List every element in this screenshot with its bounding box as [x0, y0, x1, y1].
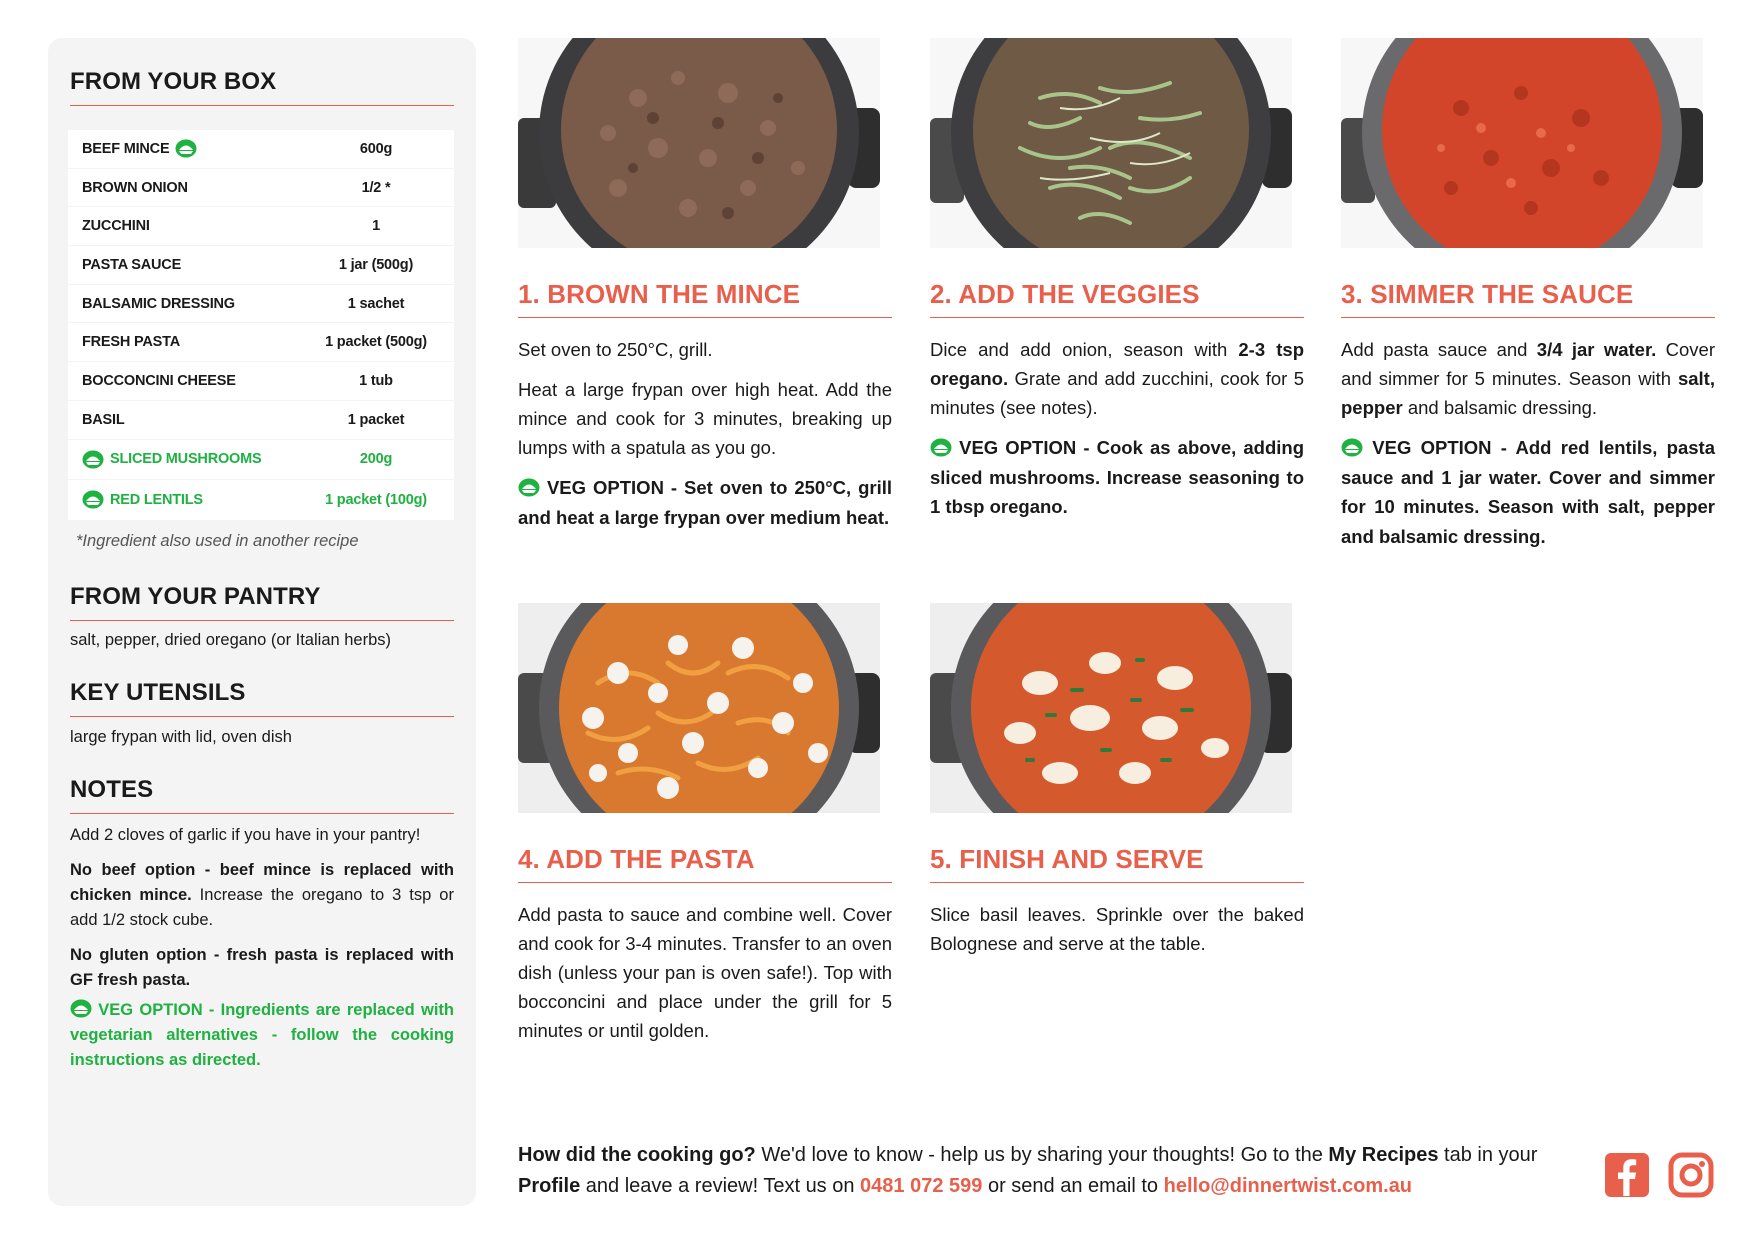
ingredient-qty: 1 packet (500g): [325, 334, 427, 351]
step-1-title: 1. BROWN THE MINCE: [518, 279, 892, 318]
feedback-text: or send an email to: [982, 1175, 1164, 1197]
ingredient-name: BASIL: [82, 411, 125, 428]
step-4-text: Add pasta to sauce and combine well. Cover and cook for 3-4 minutes. Transfer to an oven dish (unless your pan is oven safe!). Top with bocconcini and place under the grill for 5 minutes or until golden.: [518, 904, 892, 1041]
email-link[interactable]: hello@dinnertwist.com.au: [1163, 1175, 1413, 1197]
ingredient-qty: 1 tub: [359, 372, 393, 389]
veg-leaf-icon: [518, 478, 540, 497]
notes-veg-text: VEG OPTION - Ingredients are replaced with vegetarian alternatives - follow the cooking instructions as directed.: [70, 1001, 454, 1069]
ingredient-row: [68, 130, 454, 169]
step-3-text-bold-2: salt, pepper: [1341, 368, 1715, 418]
veg-leaf-icon: [175, 139, 197, 158]
ingredient-row: [68, 169, 454, 208]
notes-veg: [70, 998, 454, 1073]
step-2-veg: [930, 433, 1304, 522]
ingredient-qty: 1 jar (500g): [338, 256, 414, 273]
step-2-text-a: Dice and add onion, season with: [930, 339, 1239, 360]
step-4-title: 4. ADD THE PASTA: [518, 844, 892, 883]
step-3-text-c: Cover and simmer for 5 minutes. Season with: [1341, 339, 1715, 389]
step-2-text-c: Grate and add zucchini, cook for 5 minutes (see notes).: [930, 368, 1304, 418]
ingredient-qty: 1 sachet: [347, 295, 405, 312]
ingredients-table: [68, 130, 454, 520]
ingredient-row: [68, 362, 454, 401]
notes-no-beef: [70, 858, 454, 933]
notes-heading: NOTES: [70, 776, 454, 814]
ingredient-name: SLICED MUSHROOMS: [110, 451, 262, 467]
step-2-text: [930, 335, 1304, 422]
step-5-photo: [930, 603, 1292, 813]
notes-garlic: Add 2 cloves of garlic if you have in your pantry!: [70, 826, 421, 844]
ingredient-name: FRESH PASTA: [82, 334, 180, 351]
ingredient-qty: 1 packet (100g): [325, 491, 427, 508]
veg-leaf-icon: [82, 450, 104, 469]
ingredient-row: [68, 401, 454, 440]
step-5-title: 5. FINISH AND SERVE: [930, 844, 1304, 883]
feedback-footer: [518, 1140, 1568, 1202]
step-3-text: [1341, 335, 1715, 422]
from-your-pantry-heading: FROM YOUR PANTRY: [70, 583, 454, 621]
step-3-text-bold: 3/4 jar water.: [1536, 339, 1657, 360]
ingredient-row: [68, 246, 454, 285]
notes-no-beef-bold: No beef option - beef mince is replaced with chicken mince.: [70, 861, 454, 904]
step-1-veg: [518, 473, 892, 532]
profile-label: Profile: [518, 1175, 581, 1197]
ingredient-qty: 1/2 *: [361, 179, 391, 196]
utensils-text: large frypan with lid, oven dish: [70, 728, 292, 746]
veg-leaf-icon: [930, 438, 952, 457]
ingredient-row-veg: [68, 480, 454, 520]
ingredient-qty: 200g: [359, 451, 393, 467]
step-3-veg: [1341, 433, 1715, 551]
step-5-text: Slice basil leaves. Sprinkle over the baked Bolognese and serve at the table.: [930, 904, 1304, 954]
step-3-photo: [1341, 38, 1703, 248]
veg-leaf-icon: [1341, 438, 1363, 457]
step-3-text-e: and balsamic dressing.: [1402, 397, 1598, 418]
ingredient-qty: 600g: [359, 140, 393, 157]
instagram-icon[interactable]: [1668, 1152, 1714, 1198]
from-your-box-heading: FROM YOUR BOX: [70, 68, 454, 106]
ingredient-qty: 1 packet: [347, 411, 405, 428]
feedback-text: and leave a review! Text us on: [580, 1175, 861, 1197]
veg-leaf-icon: [82, 490, 104, 509]
key-utensils-heading: KEY UTENSILS: [70, 679, 454, 717]
ingredient-name: PASTA SAUCE: [82, 256, 182, 273]
facebook-icon[interactable]: [1604, 1152, 1650, 1198]
ingredient-qty: 1: [372, 218, 380, 235]
ingredient-row-veg: [68, 440, 454, 480]
notes-no-beef-rest: Increase the oregano to 3 tsp or add 1/2 stock cube.: [70, 886, 454, 929]
pantry-text: salt, pepper, dried oregano (or Italian herbs): [70, 631, 392, 649]
ingredient-footnote: *Ingredient also used in another recipe: [76, 532, 359, 550]
step-2-text-bold: 2-3 tsp oregano.: [930, 339, 1304, 389]
ingredient-row: [68, 323, 454, 362]
ingredient-name: BALSAMIC DRESSING: [82, 295, 235, 312]
step-3-title: 3. SIMMER THE SAUCE: [1341, 279, 1715, 318]
ingredient-row: [68, 285, 454, 324]
ingredient-name: BOCCONCINI CHEESE: [82, 372, 236, 389]
step-3-veg-text: VEG OPTION - Add red lentils, pasta sauce and 1 jar water. Cover and simmer for 10 minutes. Season with salt, pepper and balsamic dressing.: [1341, 437, 1715, 547]
step-1-text: Heat a large frypan over high heat. Add the mince and cook for 3 minutes, breaking up lumps with a spatula as you go.: [518, 379, 892, 458]
ingredient-name: BROWN ONION: [82, 179, 188, 196]
feedback-question: How did the cooking go?: [518, 1144, 756, 1166]
ingredient-name: ZUCCHINI: [82, 218, 150, 235]
feedback-text: tab in your: [1438, 1144, 1538, 1166]
ingredients-panel: [48, 38, 476, 1206]
my-recipes-label: My Recipes: [1328, 1144, 1439, 1166]
ingredient-name: RED LENTILS: [110, 491, 203, 508]
step-4-photo: [518, 603, 880, 813]
phone-link[interactable]: 0481 072 599: [860, 1175, 983, 1197]
step-2-photo: [930, 38, 1292, 248]
step-2-title: 2. ADD THE VEGGIES: [930, 279, 1304, 318]
step-3-text-a: Add pasta sauce and: [1341, 339, 1537, 360]
step-1-oven: Set oven to 250°C, grill.: [518, 339, 713, 360]
step-1-veg-text: VEG OPTION - Set oven to 250°C, grill and heat a large frypan over medium heat.: [518, 477, 892, 528]
veg-leaf-icon: [70, 999, 92, 1018]
feedback-text: We'd love to know - help us by sharing your thoughts! Go to the: [755, 1144, 1329, 1166]
step-1-photo: [518, 38, 880, 248]
ingredient-name: BEEF MINCE: [82, 140, 170, 157]
ingredient-row: [68, 207, 454, 246]
step-2-veg-text: VEG OPTION - Cook as above, adding sliced mushrooms. Increase seasoning to 1 tbsp oregano.: [930, 437, 1305, 517]
notes-no-gluten: No gluten option - fresh pasta is replaced with GF fresh pasta.: [70, 946, 454, 989]
